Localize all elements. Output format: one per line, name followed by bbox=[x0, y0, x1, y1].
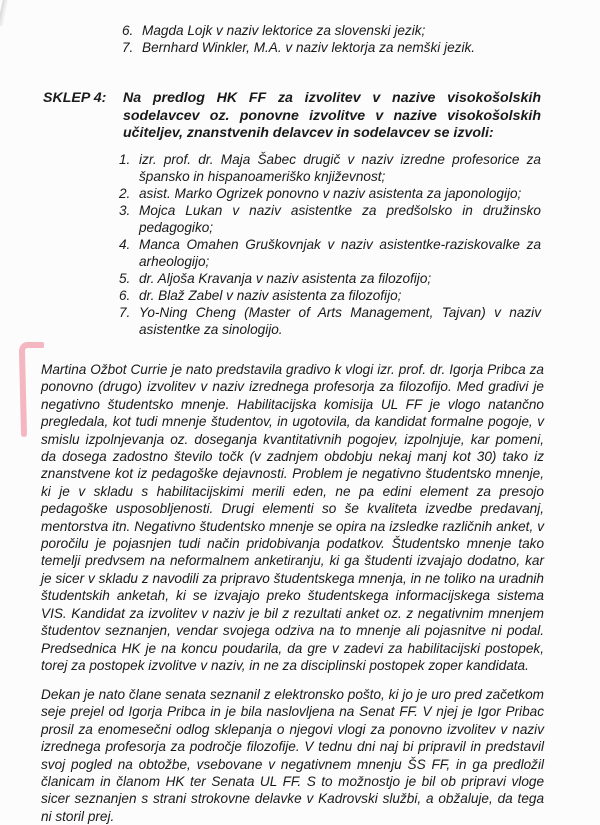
list-item bbox=[119, 202, 541, 236]
list-text: dr. Blaž Zabel v naziv asistenta za filozofijo; bbox=[139, 288, 402, 303]
list-item bbox=[119, 185, 541, 202]
list-number: 6. bbox=[119, 288, 131, 303]
list-text: dr. Aljoša Kravanja v naziv asistenta za filozofijo; bbox=[139, 271, 432, 286]
list-item bbox=[119, 270, 541, 287]
list-text: izr. prof. dr. Maja Šabec drugič v naziv izredne profesorice za špansko in hispanoameriško književnost; bbox=[139, 152, 541, 184]
list-number: 4. bbox=[119, 237, 131, 252]
list-number: 1. bbox=[119, 152, 131, 167]
resolution-appointments-list bbox=[119, 151, 541, 338]
page-corner-shadow bbox=[0, 0, 9, 26]
list-text: Bernhard Winkler, M.A. v naziv lektorja za nemški jezik. bbox=[142, 40, 476, 55]
list-item bbox=[119, 151, 541, 185]
list-number: 7. bbox=[119, 305, 131, 320]
paragraph-dean-email: Dekan je nato člane senata seznanil z elektronsko pošto, ki jo je uro pred začetkom seje prejel od Igorja Pribca in je bila naslovljena na Senat FF. V njej je Igor Pribac prosil za enomesečni odlog sklepanja o njegovi vlogi za ponovno izvolitev v naziv izrednega profesorja za področje filozofije. V tednu dni naj bi pripravil in predstavil svoj pogled na obtožbe, vsebovane v negativnem mnenju ŠS FF, in ga predložil članicam in članom HK ter Senata UL FF. S to možnostjo je bil ob pripravi vloge sicer seznanjen s strani strokovne delavke v Kadrovski službi, a obžaluje, da tega ni storil prej. bbox=[41, 687, 544, 824]
list-text: Manca Omahen Gruškovnjak v naziv asistentke-raziskovalke za arheologijo; bbox=[139, 237, 541, 269]
list-number: 3. bbox=[119, 203, 131, 218]
list-number: 6. bbox=[122, 23, 134, 38]
resolution-label: SKLEP 4: bbox=[43, 90, 107, 106]
previous-appointments-list bbox=[122, 22, 522, 56]
list-text: Mojca Lukan v naziv asistentke za predšolsko in družinsko pedagogiko; bbox=[139, 203, 541, 235]
list-item bbox=[119, 287, 541, 304]
list-text: asist. Marko Ogrizek ponovno v naziv asistenta za japonologijo; bbox=[139, 186, 522, 201]
paragraph-candidate-review: Martina Ožbot Currie je nato predstavila gradivo k vlogi izr. prof. dr. Igorja Pribca za ponovno (drugo) izvolitev v naziv izrednega profesorja za filozofijo. Med gradivi je negativno študentsko mnenje. Habilitacijska komisija UL FF je vlogo natančno pregledala, kot tudi mnenje študentov, in ugotovila, da kandidat formalne pogoje, v smislu izpolnjevanja oz. doseganja kvantitativnih pogojev, izpolnjuje, kar pomeni, da dosega zadostno število točk (v zadnjem obdobju nekaj manj kot 30) tako iz znanstvene kot iz pedagoške dejavnosti. Problem je negativno študentsko mnenje, ki je v skladu s habilitacijskimi merili eden, ne pa edini element za presojo pedagoške usposobljenosti. Drugi elementi so še kvaliteta izvedbe predavanj, mentorstva itn. Negativno študentsko mnenje se opira na izsledke različnih anket, v poročilu je pojasnjen tudi način pridobivanja podatkov. Študentsko mnenje tako temelji predvsem na neformalnem anketiranju, ki ga študenti izvajajo dodatno, kar je sicer v skladu z navodili za pripravo študentskega mnenja, in ne toliko na uradnih študentskih anketah, ki se izvajajo preko študentskega informacijskega sistema VIS. Kandidat za izvolitev v naziv je bil z rezultati anket oz. z negativnim mnenjem študentov seznanjen, vendar svojega odziva na to mnenje ali pojasnitve ni podal. Predsednica HK je na koncu poudarila, da gre v zadevi za habilitacijski postopek, torej za postopek izvolitve v naziv, in ne za disciplinski postopek zoper kandidata. bbox=[41, 362, 544, 673]
list-number: 2. bbox=[119, 186, 131, 201]
list-text: Magda Lojk v naziv lektorice za slovenski jezik; bbox=[142, 23, 426, 38]
list-item bbox=[122, 22, 522, 39]
list-text: Yo-Ning Cheng (Master of Arts Management, Tajvan) v naziv asistentke za sinologijo. bbox=[139, 305, 541, 337]
list-item bbox=[119, 236, 541, 270]
resolution-text: Na predlog HK FF za izvolitev v nazive visokošolskih sodelavcev oz. ponovne izvolitve v nazive visokošolskih učiteljev, znanstvenih delavcev in sodelavcev se izvoli: bbox=[123, 90, 541, 141]
list-item bbox=[119, 304, 541, 338]
list-number: 5. bbox=[119, 271, 131, 286]
list-number: 7. bbox=[122, 40, 134, 55]
list-item bbox=[122, 39, 522, 56]
